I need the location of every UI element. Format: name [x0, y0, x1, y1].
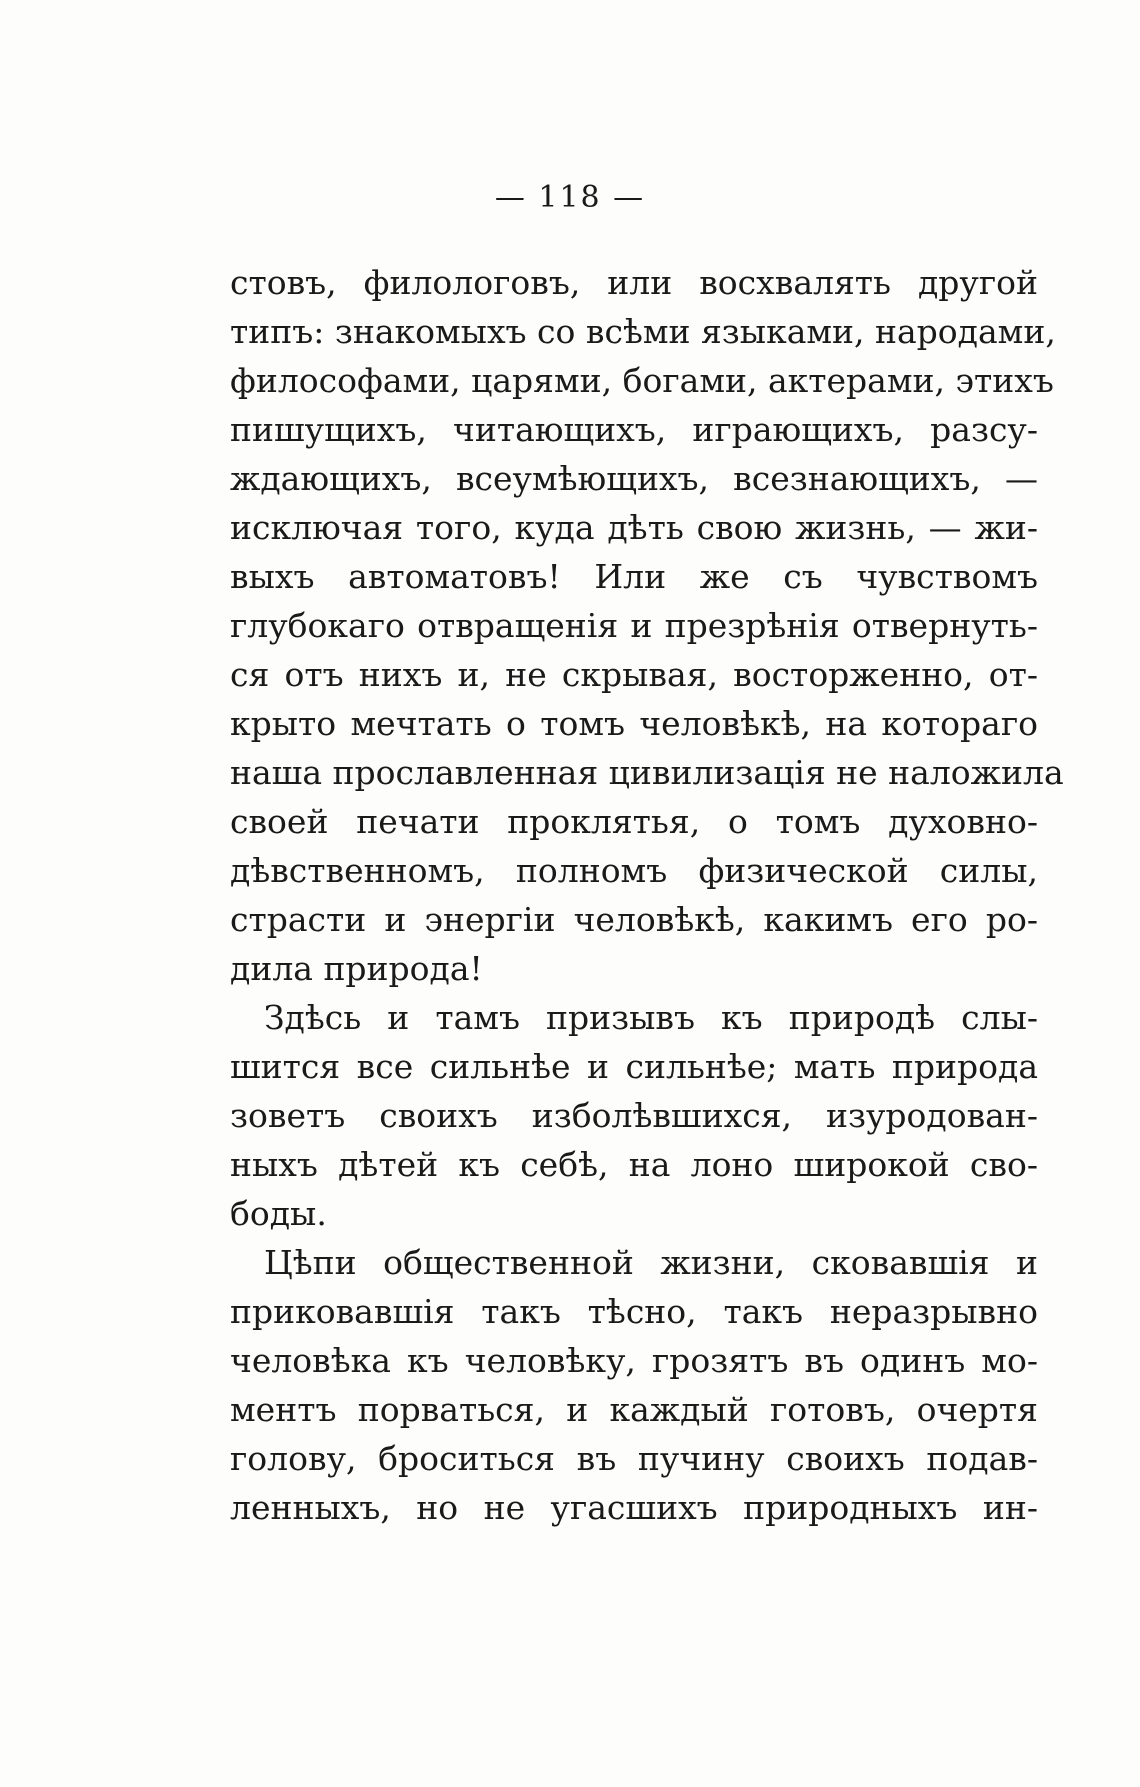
text-line: крыто мечтать о томъ человѣкѣ, на котораго [230, 704, 1038, 743]
text-line: дила природа! [230, 949, 483, 988]
text-line: дѣвственномъ, полномъ физической силы, [230, 851, 1038, 890]
text-line: голову, броситься въ пучину своихъ подав- [230, 1439, 1038, 1478]
paragraph [230, 993, 1038, 1238]
text-line: пишущихъ, читающихъ, играющихъ, разсу- [230, 410, 1038, 449]
text-line: страсти и энергіи человѣкѣ, какимъ его ро- [230, 900, 1038, 939]
text-line: глубокаго отвращенія и презрѣнія отвернуть- [230, 606, 1038, 645]
text-line: наша прославленная цивилизація не наложила [230, 753, 1064, 792]
text-line: ся отъ нихъ и, не скрывая, восторженно, от- [230, 655, 1038, 694]
text-line: выхъ автоматовъ! Или же съ чувствомъ [230, 557, 1038, 596]
text-line: шится все сильнѣе и сильнѣе; мать природа [230, 1047, 1038, 1086]
text-line: философами, царями, богами, актерами, этихъ [230, 361, 1054, 400]
text-line: Здѣсь и тамъ призывъ къ природѣ слы- [264, 998, 1038, 1037]
text-line: стовъ, филологовъ, или восхвалять другой [230, 263, 1038, 302]
text-line: типъ: знакомыхъ со всѣми языками, народами, [230, 312, 1056, 351]
text-line: человѣка къ человѣку, грозятъ въ одинъ мо- [230, 1341, 1038, 1380]
text-line: ментъ порваться, и каждый готовъ, очертя [230, 1390, 1038, 1429]
text-line: ленныхъ, но не угасшихъ природныхъ ин- [230, 1488, 1038, 1527]
paragraph [230, 258, 1064, 993]
page-number: — 118 — [494, 180, 646, 215]
text-line: исключая того, куда дѣть свою жизнь, — жи- [230, 508, 1038, 547]
text-line: боды. [230, 1194, 327, 1233]
paragraph [230, 1238, 1038, 1532]
text-line: ныхъ дѣтей къ себѣ, на лоно широкой сво- [230, 1145, 1038, 1184]
text-line: ждающихъ, всеумѣющихъ, всезнающихъ, — [230, 459, 1038, 498]
text-line: своей печати проклятья, о томъ духовно- [230, 802, 1038, 841]
text-line: приковавшія такъ тѣсно, такъ неразрывно [230, 1292, 1038, 1331]
body-text [230, 258, 1064, 1532]
text-line: Цѣпи общественной жизни, сковавшія и [264, 1243, 1038, 1282]
text-line: зоветъ своихъ изболѣвшихся, изуродован- [230, 1096, 1038, 1135]
